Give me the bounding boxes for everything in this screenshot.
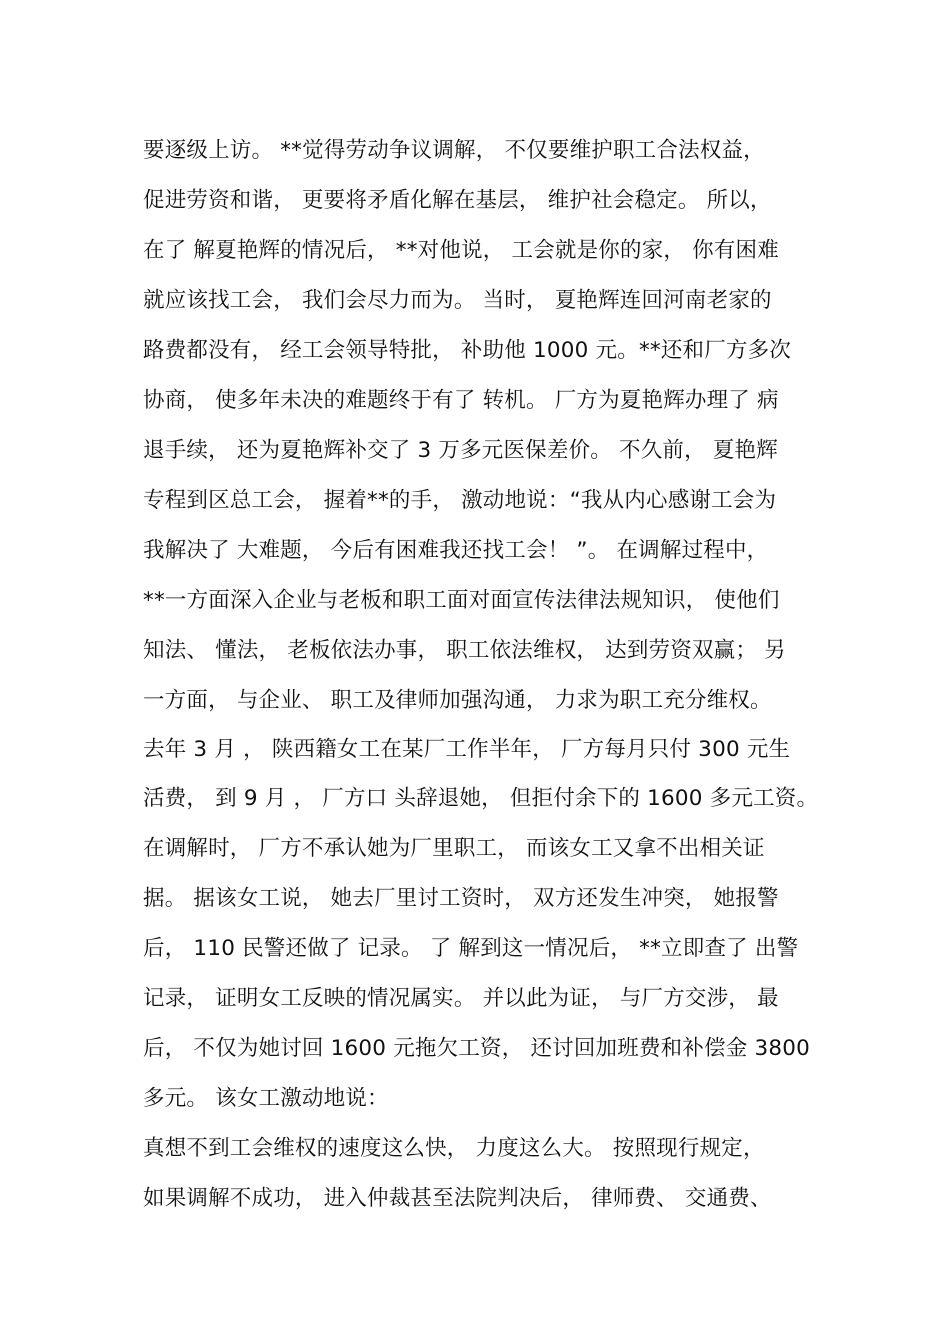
text-line: 活费， 到 9 月 ， 厂方口 头辞退她， 但拒付余下的 1600 多元工资。 [143,786,819,811]
text-line: 如果调解不成功， 进入仲裁甚至法院判决后， 律师费、 交通费、 [143,1186,772,1211]
text-line: 多元。 该女工激动地说： [143,1086,389,1111]
text-line: 真想不到工会维权的速度这么快， 力度这么大。 按照现行规定， [143,1136,765,1161]
text-line: 我解决了 大难题， 今后有困难我还找工会！ ”。 在调解过程中， [143,538,769,563]
text-line: 一方面， 与企业、 职工及律师加强沟通， 力求为职工充分维权。 [143,688,772,713]
text-line: 知法、 懂法， 老板依法办事， 职工依法维权， 达到劳资双赢； 另 [143,638,786,663]
text-line: 要逐级上访。 **觉得劳动争议调解， 不仅要维护职工合法权益， [143,138,765,163]
text-line: 在了 解夏艳辉的情况后， **对他说， 工会就是你的家， 你有困难 [143,238,779,263]
text-line: 协商， 使多年未决的难题终于有了 转机。 厂方为夏艳辉办理了 病 [143,388,779,413]
text-line: 在调解时， 厂方不承认她为厂里职工， 而该女工又拿不出相关证 [143,836,765,861]
text-line: 就应该找工会， 我们会尽力而为。 当时， 夏艳辉连回河南老家的 [143,288,772,313]
text-line: 专程到区总工会， 握着**的手， 激动地说：“我从内心感谢工会为 [143,488,777,513]
text-line: 退手续， 还为夏艳辉补交了 3 万多元医保差价。 不久前， 夏艳辉 [143,438,778,463]
text-line: 路费都没有， 经工会领导特批， 补助他 1000 元。**还和厂方多次 [143,338,792,363]
text-line: 据。 据该女工说， 她去厂里讨工资时， 双方还发生冲突， 她报警 [143,886,779,911]
text-line: **一方面深入企业与老板和职工面对面宣传法律法规知识， 使他们 [143,588,780,613]
text-line: 后， 110 民警还做了 记录。 了 解到这一情况后， **立即查了 出警 [143,936,799,961]
text-line: 后， 不仅为她讨回 1600 元拖欠工资， 还讨回加班费和补偿金 3800 [143,1036,811,1061]
text-line: 促进劳资和谐， 更要将矛盾化解在基层， 维护社会稳定。 所以， [143,188,772,213]
text-line: 记录， 证明女工反映的情况属实。 并以此为证， 与厂方交涉， 最 [143,986,779,1011]
text-line: 去年 3 月 ， 陕西籍女工在某厂工作半年， 厂方每月只付 300 元生 [143,737,791,762]
